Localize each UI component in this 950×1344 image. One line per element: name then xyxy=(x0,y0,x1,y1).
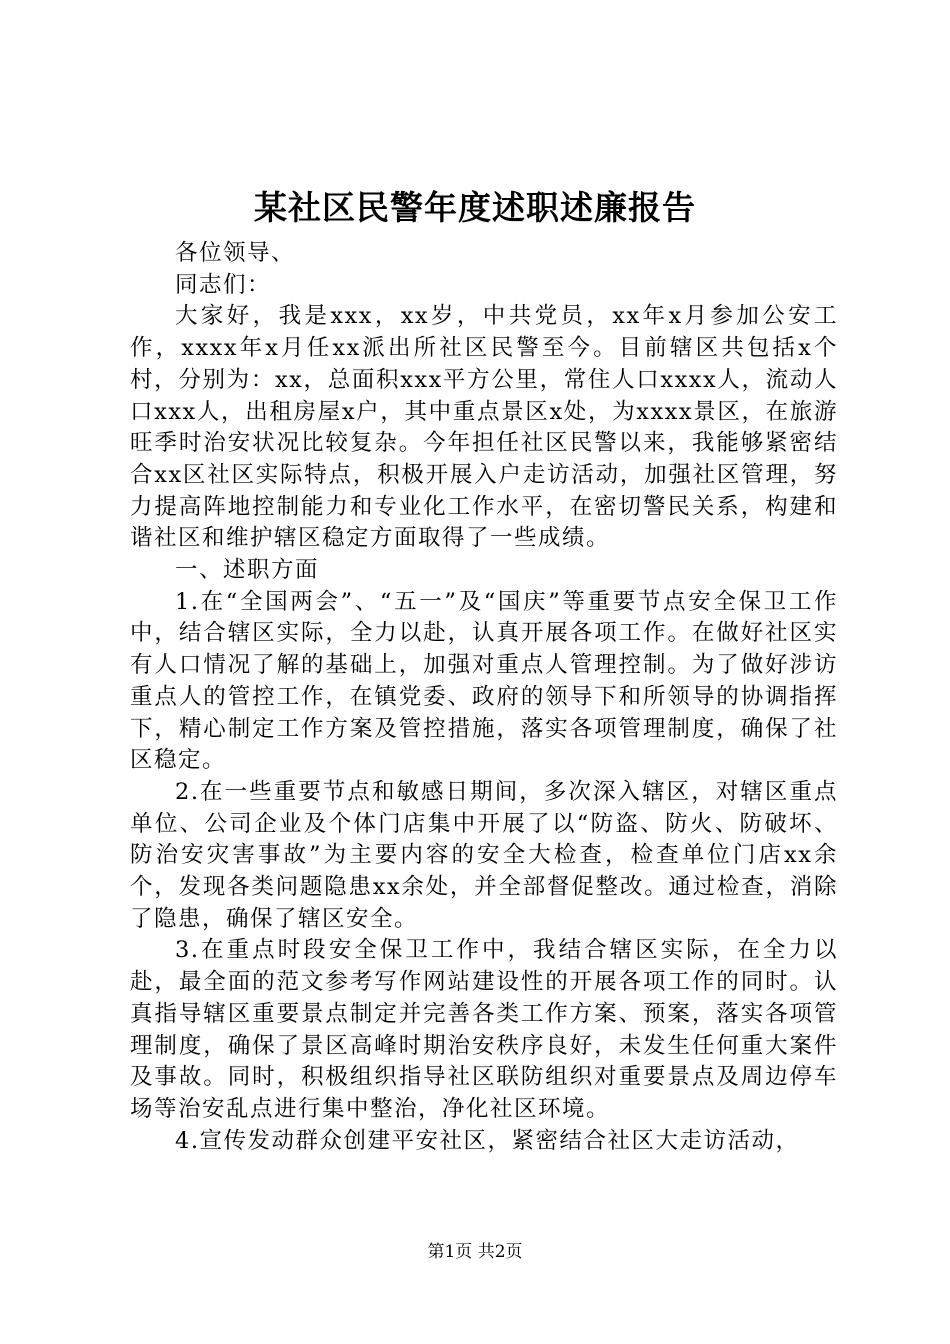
document-title: 某社区民警年度述职述廉报告 xyxy=(254,188,696,227)
paragraph-item-4: 4.宣传发动群众创建平安社区，紧密结合社区大走访活动， xyxy=(175,1127,800,1154)
salutation-line-1: 各位领导、 xyxy=(175,240,296,266)
paragraph-item-1: 1.在“全国两会”、“五一”及“国庆”等重要节点安全保卫工作中，结合辖区实际，全力以赴，认真开展各项工作。在做好社区实有人口情况了解的基础上，加强对重点人管理控制。为了做好涉访重点人的管控工作，在镇党委、政府的领导下和所领导的协调指挥下，精心制定工作方案及管控措施，落实各项管理制度，确保了社区稳定。 xyxy=(130,588,838,774)
section-heading: 一、述职方面 xyxy=(175,557,320,584)
page-footer: 第1页 共2页 xyxy=(427,1242,523,1262)
salutation-line-2: 同志们： xyxy=(175,271,272,298)
document-body xyxy=(130,238,838,1157)
paragraph-item-3: 3.在重点时段安全保卫工作中，我结合辖区实际，在全力以赴，最全面的范文参考写作网站建设性的开展各项工作的同时。认真指导辖区重要景点制定并完善各类工作方案、预案，落实各项管理制度，确保了景区高峰时期治安秩序良好，未发生任何重大案件及事故。同时，积极组织指导社区联防组织对重要景点及周边停车场等治安乱点进行集中整治，净化社区环境。 xyxy=(130,937,838,1122)
intro-paragraph: 大家好，我是xxx，xx岁，中共党员，xx年x月参加公安工作，xxxx年x月任xx派出所社区民警至今。目前辖区共包括x个村，分别为：xx，总面积xxx平方公里，常住人口xxxx人，流动人口xxx人，出租房屋x户，其中重点景区x处，为xxxx景区，在旅游旺季时治安状况比较复杂。今年担任社区民警以来，我能够紧密结合xx区社区实际特点，积极开展入户走访活动，加强社区管理，努力提高阵地控制能力和专业化工作水平，在密切警民关系，构建和谐社区和维护辖区稳定方面取得了一些成绩。 xyxy=(130,303,838,552)
paragraph-item-2: 2.在一些重要节点和敏感日期间，多次深入辖区，对辖区重点单位、公司企业及个体门店集中开展了以“防盗、防火、防破坏、防治安灾害事故”为主要内容的安全大检查，检查单位门店xx余个，发现各类问题隐患xx余处，并全部督促整改。通过检查，消除了隐患，确保了辖区安全。 xyxy=(130,778,838,932)
